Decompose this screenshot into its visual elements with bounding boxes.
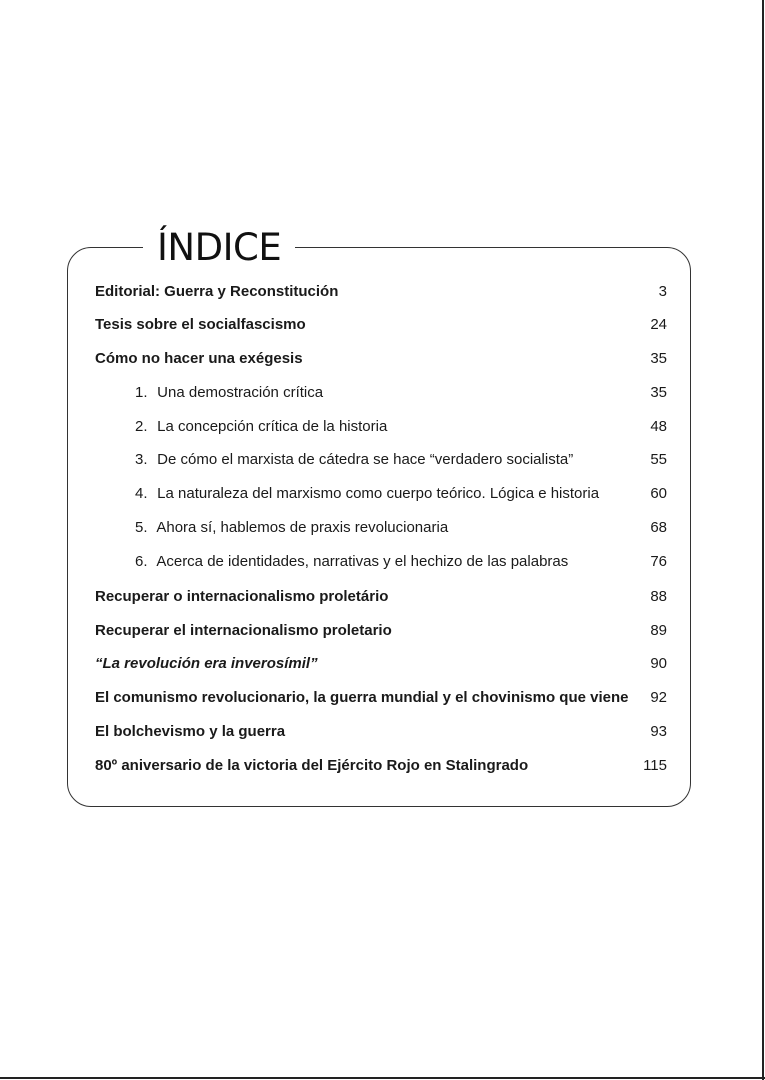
toc-subentry-number: 4. [135,485,148,502]
page-title: ÍNDICE [143,224,295,272]
toc-entry-label: 80º aniversario de la victoria del Ejército Rojo en Stalingrado [95,757,529,774]
toc-entry-page: 88 [650,588,667,605]
toc-subentry-number: 2. [135,418,148,435]
toc-entry-label: El comunismo revolucionario, la guerra mundial y el chovinismo que viene [95,689,629,706]
toc-entry-label: La concepción crítica de la historia [157,418,388,435]
toc-entry-page: 35 [650,350,667,367]
toc-entry-bolchevismo[interactable] [95,721,667,743]
toc-entry-page: 76 [650,553,667,570]
toc-entry-label: Recuperar o internacionalismo proletário [95,588,389,605]
toc-entry-label: Recuperar el internacionalismo proletario [95,622,392,639]
page-edge-bottom [0,1077,765,1079]
toc-entry-label: Cómo no hacer una exégesis [95,350,303,367]
toc-subentry-number: 6. [135,553,148,570]
toc-entry-label: El bolchevismo y la guerra [95,723,286,740]
toc-entry-page: 48 [650,418,667,435]
toc-entry-page: 68 [650,519,667,536]
toc-entry-revolucion[interactable] [95,653,667,675]
toc-entry-internacionalismo-pt[interactable] [95,586,667,608]
toc-entry-editorial[interactable] [95,281,667,303]
toc-subentry-1[interactable] [95,382,667,404]
toc-subentry-5[interactable] [95,517,667,539]
toc-entry-page: 3 [658,283,667,300]
toc-entry-label: De cómo el marxista de cátedra se hace “verdadero socialista” [157,451,574,468]
toc-entry-label: “La revolución era inverosímil” [95,655,318,672]
toc-subentry-number: 1. [135,384,148,401]
toc-entry-exegesis[interactable] [95,348,667,370]
toc-entry-page: 60 [650,485,667,502]
toc-subentry-6[interactable] [95,551,667,573]
toc-entry-page: 24 [650,316,667,333]
toc-entry-page: 89 [650,622,667,639]
toc-subentry-number: 5. [135,519,148,536]
toc-entry-page: 92 [650,689,667,706]
toc-entry-label: Tesis sobre el socialfascismo [95,316,306,333]
toc-entry-page: 90 [650,655,667,672]
toc-entry-label: Acerca de identidades, narrativas y el hechizo de las palabras [156,553,569,570]
toc-entry-page: 55 [650,451,667,468]
toc-subentry-3[interactable] [95,449,667,471]
toc-entry-tesis[interactable] [95,314,667,336]
toc-entry-label: Una demostración crítica [157,384,324,401]
toc-entry-label: La naturaleza del marxismo como cuerpo teórico. Lógica e historia [157,485,600,502]
toc-entry-label: Editorial: Guerra y Reconstitución [95,283,339,300]
toc-subentry-4[interactable] [95,483,667,505]
toc-entry-internacionalismo-es[interactable] [95,620,667,642]
toc-subentry-number: 3. [135,451,148,468]
toc-entry-comunismo[interactable] [95,687,667,709]
toc-entry-label: Ahora sí, hablemos de praxis revolucionaria [156,519,449,536]
toc-entry-stalingrado[interactable] [95,755,667,777]
toc-entry-page: 115 [643,757,667,774]
toc-entry-page: 35 [650,384,667,401]
toc-subentry-2[interactable] [95,416,667,438]
page-edge-right [762,0,764,1080]
toc-entry-page: 93 [650,723,667,740]
